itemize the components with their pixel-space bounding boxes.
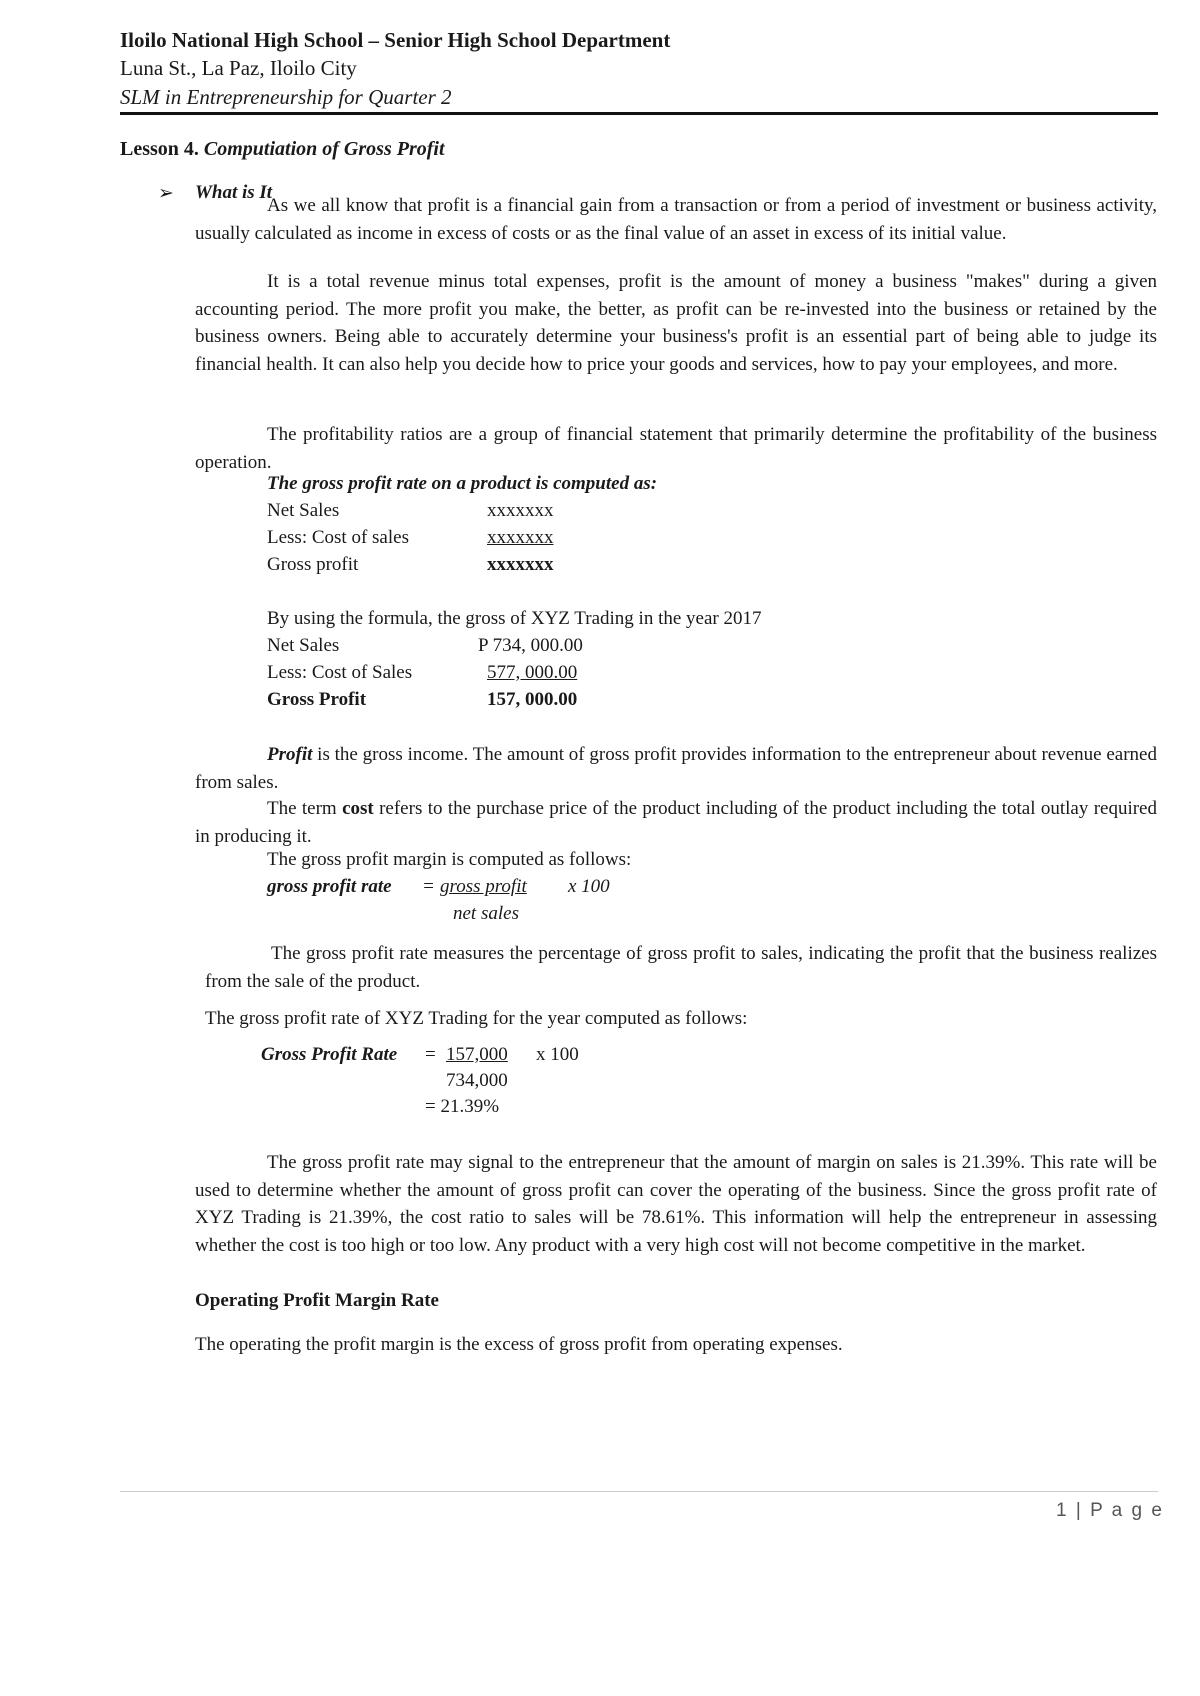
lesson-name: Computiation of Gross Profit bbox=[203, 138, 445, 160]
formula-value-cost-of-sales: xxxxxxx bbox=[487, 527, 554, 548]
lesson-number: Lesson 4. bbox=[120, 138, 199, 160]
margin-formula-numerator: gross profit bbox=[440, 876, 527, 897]
example-value-net-sales: P 734, 000.00 bbox=[478, 635, 583, 656]
opm-text: The operating the profit margin is the excess of gross profit from operating expenses. bbox=[195, 1334, 843, 1355]
margin-formula-denominator: net sales bbox=[453, 903, 519, 924]
arrow-bullet-icon: ➢ bbox=[158, 183, 174, 204]
example-label-gross-profit: Gross Profit bbox=[267, 689, 367, 710]
example-intro: By using the formula, the gross of XYZ Trading in the year 2017 bbox=[267, 608, 762, 629]
page-number-separator: | bbox=[1075, 1500, 1083, 1521]
footer-divider bbox=[120, 1491, 1158, 1492]
margin-formula-eq: = bbox=[422, 876, 435, 897]
formula-heading: The gross profit rate on a product is computed as: bbox=[267, 473, 658, 494]
cost-para-pre: The term bbox=[267, 798, 343, 819]
opm-heading: Operating Profit Margin Rate bbox=[195, 1290, 439, 1311]
formula-value-net-sales: xxxxxxx bbox=[487, 500, 554, 521]
school-name: Iloilo National High School – Senior High School Department bbox=[120, 28, 671, 52]
formula-value-gross-profit: xxxxxxx bbox=[487, 554, 554, 575]
paragraph-profitability-ratios: The profitability ratios are a group of financial statement that primarily determine the profitability of the business operation. bbox=[195, 424, 1157, 473]
page-label: P a g e bbox=[1090, 1500, 1164, 1521]
profit-para-text: is the gross income. The amount of gross profit provides information to the entrepreneur about revenue earned from sales. bbox=[195, 744, 1157, 793]
term-profit: Profit bbox=[267, 744, 313, 765]
lesson-title bbox=[120, 138, 445, 161]
module-subtitle: SLM in Entrepreneurship for Quarter 2 bbox=[120, 85, 452, 109]
header-divider bbox=[120, 112, 1158, 115]
school-address: Luna St., La Paz, Iloilo City bbox=[120, 56, 357, 80]
formula-label-net-sales: Net Sales bbox=[267, 500, 340, 521]
section-heading: What is It bbox=[195, 182, 273, 203]
gpr-denominator: 734,000 bbox=[446, 1070, 508, 1091]
paragraph-profit-explanation: It is a total revenue minus total expenses, profit is the amount of money a business "makes" during a given accounting period. The more profit you make, the better, as profit can be re-invested into the business or retained by the business owners. Being able to accurately determine your business's profit is an essential part of being able to judge its financial health. It can also help you decide how to price your goods and services, how to pay your employees, and more. bbox=[195, 271, 1157, 375]
xyz-intro: The gross profit rate of XYZ Trading for the year computed as follows: bbox=[205, 1008, 748, 1029]
gpr-lhs: Gross Profit Rate bbox=[261, 1044, 398, 1065]
page-number-value: 1 bbox=[1056, 1500, 1069, 1521]
margin-formula-times: x 100 bbox=[568, 876, 610, 897]
example-value-gross-profit: 157, 000.00 bbox=[487, 689, 578, 710]
paragraph-gross-profit-signal: The gross profit rate may signal to the entrepreneur that the amount of margin on sales is 21.39%. This rate will be used to determine whether the amount of gross profit can cover the operating of the business. Since the gross profit rate of XYZ Trading is 21.39%, the cost ratio to sales will be 78.61%. This information will help the entrepreneur in assessing whether the cost is too high or too low. Any product with a very high cost will not become competitive in the market. bbox=[195, 1152, 1157, 1256]
example-label-cost-of-sales: Less: Cost of Sales bbox=[267, 662, 413, 683]
paragraph-cost-definition bbox=[195, 795, 1157, 850]
formula-label-cost-of-sales: Less: Cost of sales bbox=[267, 527, 409, 548]
gpr-numerator: 157,000 bbox=[446, 1044, 508, 1065]
example-value-cost-of-sales: 577, 000.00 bbox=[487, 662, 578, 683]
paragraph-profit-gross-income bbox=[195, 741, 1157, 796]
page-number bbox=[1056, 1500, 1164, 1522]
cost-para-text: refers to the purchase price of the product including of the product including the total outlay required in producing it. bbox=[195, 798, 1157, 847]
gpr-times: x 100 bbox=[536, 1044, 579, 1065]
margin-formula-lhs: gross profit rate bbox=[267, 876, 392, 897]
paragraph-profit-definition: As we all know that profit is a financial gain from a transaction or from a period of investment or business activity, usually calculated as income in excess of costs or as the final value of an asset in excess of its initial value. bbox=[195, 195, 1157, 244]
formula-label-gross-profit: Gross profit bbox=[267, 554, 359, 575]
example-label-net-sales: Net Sales bbox=[267, 635, 340, 656]
term-cost: cost bbox=[342, 798, 374, 819]
gpr-eq: = bbox=[425, 1044, 436, 1065]
paragraph-gross-profit-rate-measure: The gross profit rate measures the percentage of gross profit to sales, indicating the profit that the business realizes from the sale of the product. bbox=[205, 943, 1157, 992]
margin-intro: The gross profit margin is computed as follows: bbox=[267, 849, 632, 870]
gpr-result: = 21.39% bbox=[425, 1096, 500, 1117]
